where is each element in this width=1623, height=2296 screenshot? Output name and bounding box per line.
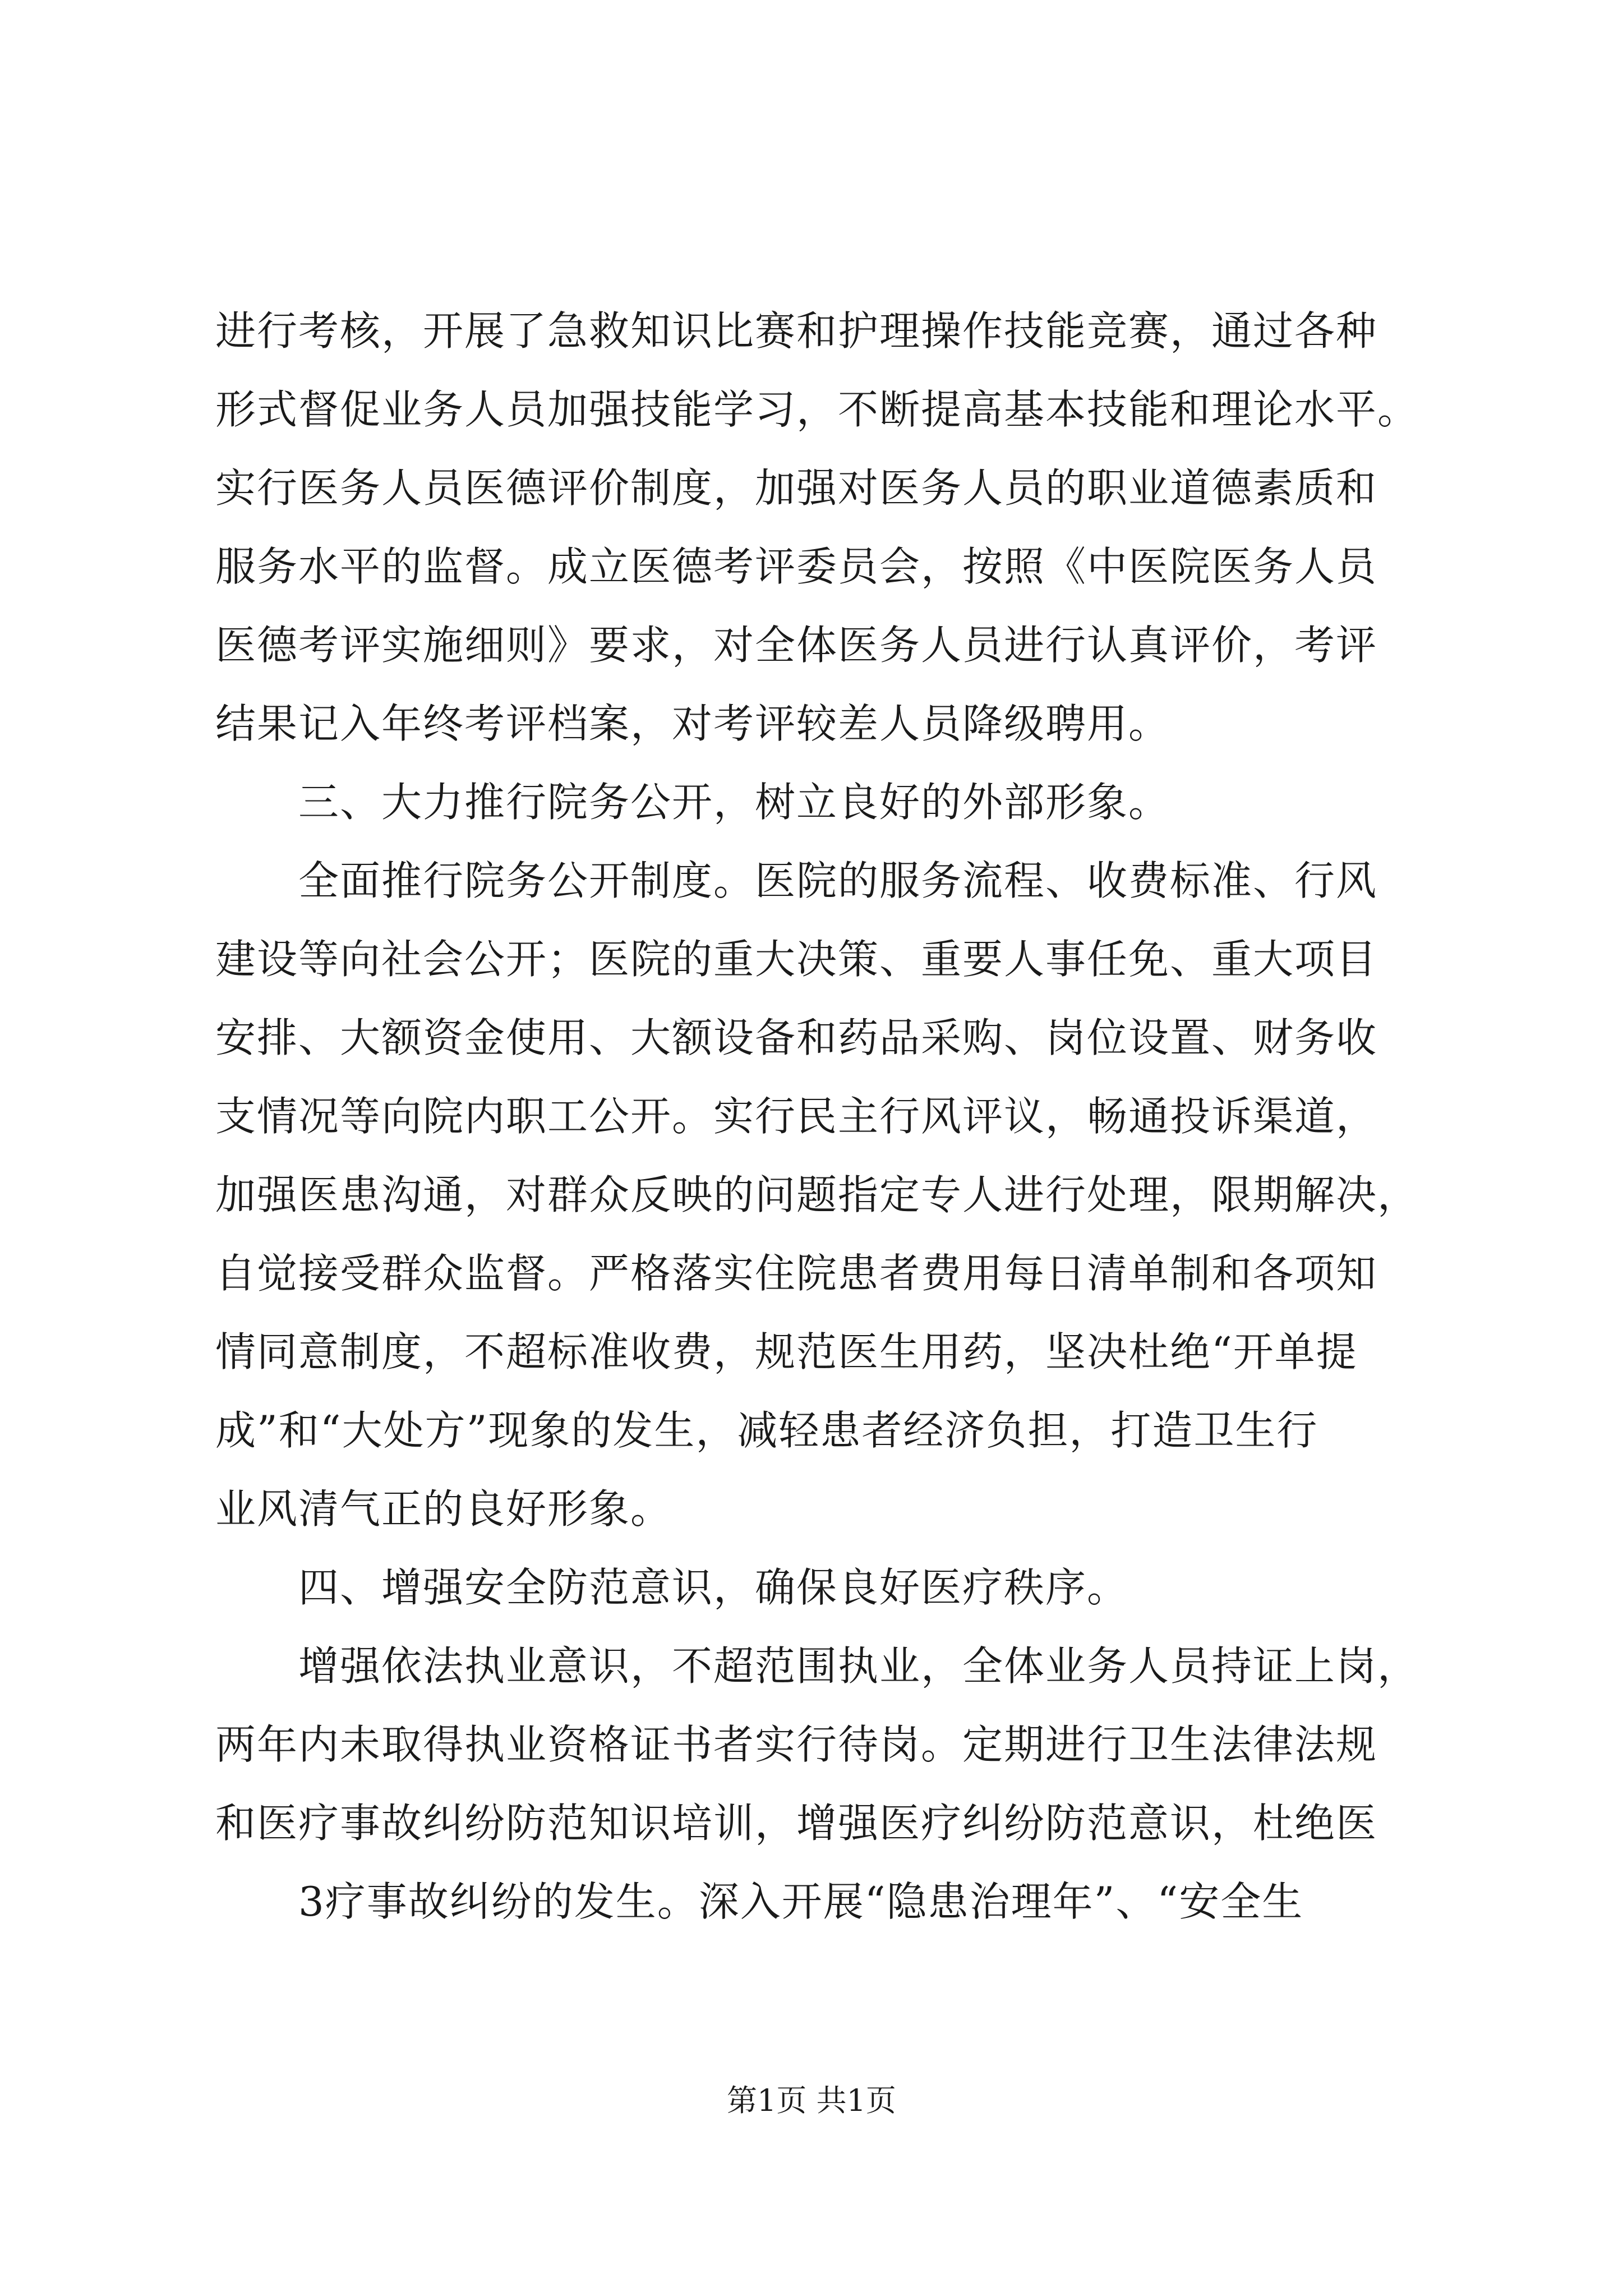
text-line: 实行医务人员医德评价制度，加强对医务人员的职业道德素质和 <box>215 464 1378 512</box>
text-line: 形式督促业务人员加强技能学习，不断提高基本技能和理论水平。 <box>215 386 1419 433</box>
text-line: 成”和“大处方”现象的发生，减轻患者经济负担，打造卫生行 <box>215 1407 1318 1454</box>
text-line: 自觉接受群众监督。严格落实住院患者费用每日清单制和各项知 <box>215 1250 1378 1297</box>
text-line: 服务水平的监督。成立医德考评委员会，按照《中医院医务人员 <box>215 543 1378 590</box>
text-line: 3疗事故纠纷的发生。深入开展“隐患治理年”、“安全生 <box>298 1878 1304 1925</box>
text-line: 安排、大额资金使用、大额设备和药品采购、岗位设置、财务收 <box>215 1014 1378 1061</box>
section-heading: 四、增强安全防范意识，确保良好医疗秩序。 <box>298 1564 1129 1611</box>
text-line: 业风清气正的良好形象。 <box>215 1485 672 1533</box>
text-line: 和医疗事故纠纷防范知识培训，增强医疗纠纷防范意识，杜绝医 <box>215 1800 1378 1847</box>
text-line: 全面推行院务公开制度。医院的服务流程、收费标准、行风 <box>298 857 1378 904</box>
text-line: 医德考评实施细则》要求，对全体医务人员进行认真评价，考评 <box>215 622 1378 669</box>
text-line: 建设等向社会公开；医院的重大决策、重要人事任免、重大项目 <box>215 936 1378 983</box>
text-line: 情同意制度，不超标准收费，规范医生用药，坚决杜绝“开单提 <box>215 1328 1358 1375</box>
section-heading: 三、大力推行院务公开，树立良好的外部形象。 <box>298 779 1170 826</box>
text-line: 结果记入年终考评档案，对考评较差人员降级聘用。 <box>215 700 1170 747</box>
text-line: 加强医患沟通，对群众反映的问题指定专人进行处理，限期解决， <box>215 1171 1419 1218</box>
page-footer: 第1页 共1页 <box>727 2083 896 2118</box>
text-line: 进行考核，开展了急救知识比赛和护理操作技能竞赛，通过各种 <box>215 307 1378 355</box>
text-line: 两年内未取得执业资格证书者实行待岗。定期进行卫生法律法规 <box>215 1721 1378 1768</box>
text-line: 增强依法执业意识，不超范围执业，全体业务人员持证上岗， <box>298 1642 1419 1690</box>
text-line: 支情况等向院内职工公开。实行民主行风评议，畅通投诉渠道， <box>215 1093 1378 1140</box>
document-body <box>215 292 1419 1941</box>
